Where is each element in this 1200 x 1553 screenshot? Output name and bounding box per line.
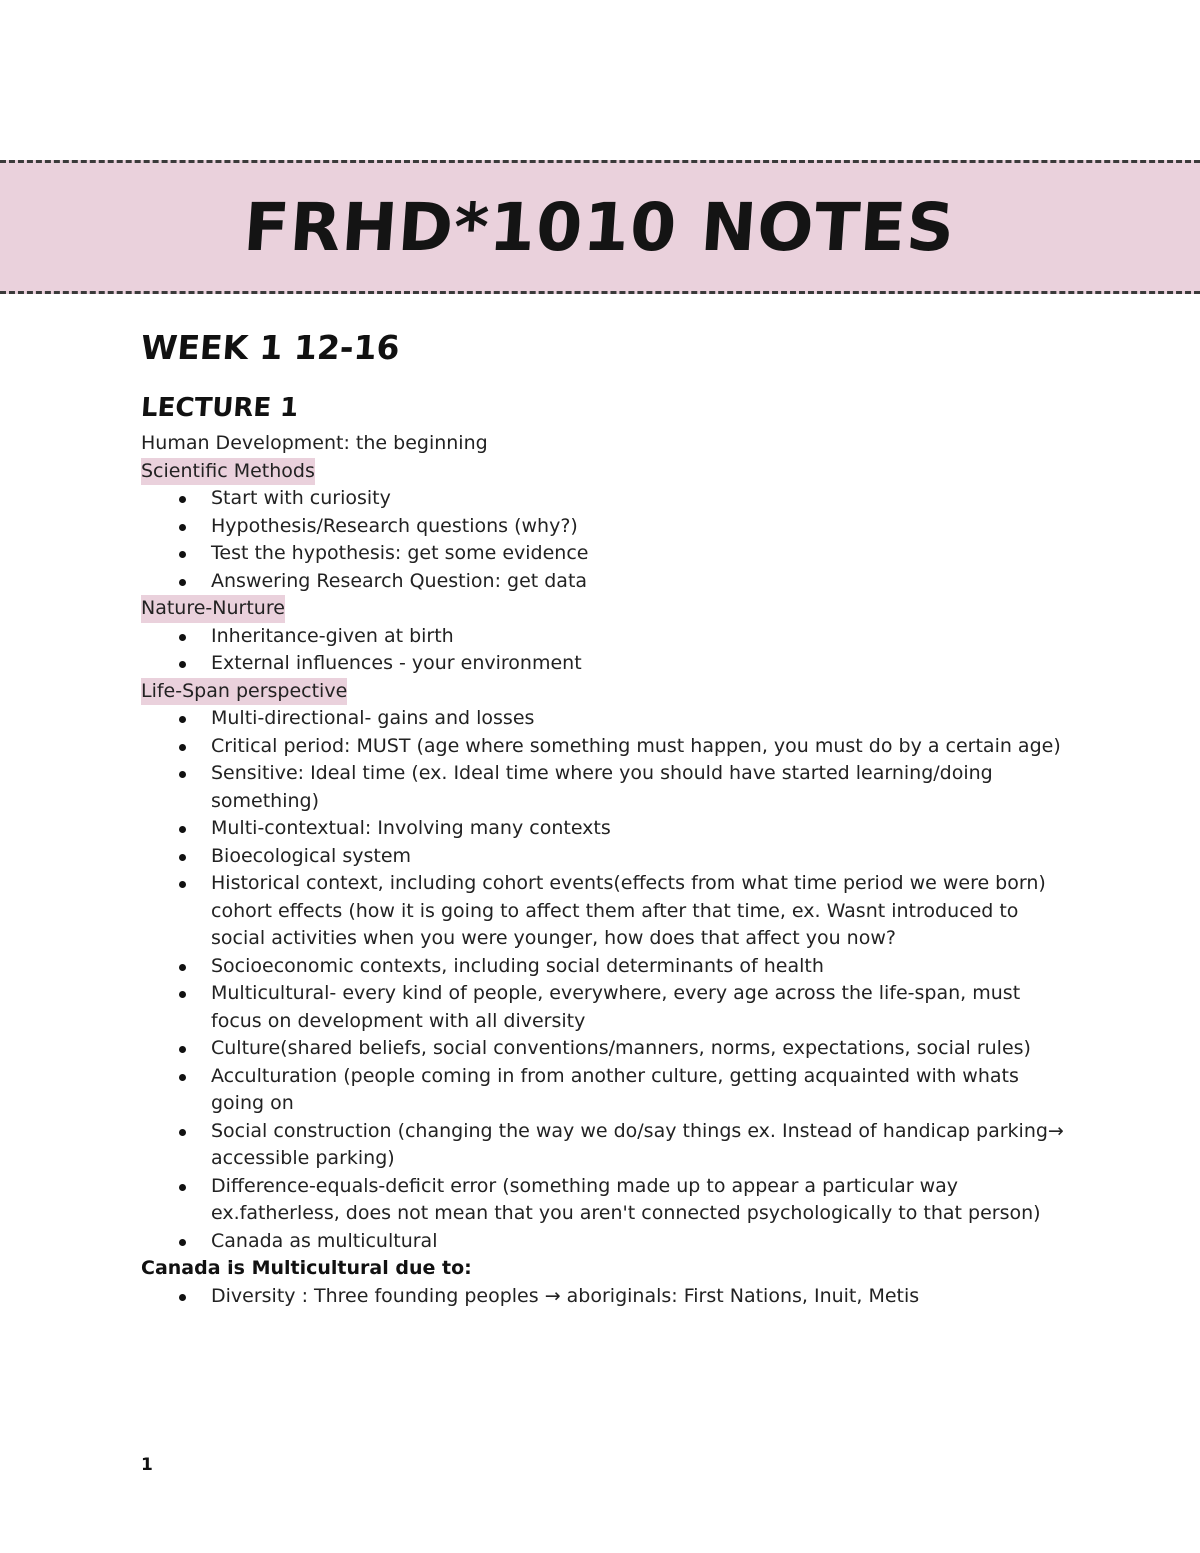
bullet-list: [141, 1283, 1071, 1311]
lecture-heading: LECTURE 1: [139, 393, 300, 423]
bullet-icon: [179, 634, 186, 641]
section-nature-nurture: [141, 595, 1071, 678]
bullet-icon: [179, 1184, 186, 1191]
list-item: Acculturation (people coming in from another culture, getting acquainted with whats going on: [141, 1063, 1071, 1118]
bullet-icon: [179, 551, 186, 558]
bullet-icon: [179, 826, 186, 833]
bullet-icon: [179, 1239, 186, 1246]
list-item: Critical period: MUST (age where something must happen, you must do by a certain age): [141, 733, 1071, 761]
section-heading: Life-Span perspective: [141, 678, 347, 706]
list-item: External influences - your environment: [141, 650, 1071, 678]
bullet-icon: [179, 964, 186, 971]
list-item: Sensitive: Ideal time (ex. Ideal time where you should have started learning/doing something): [141, 760, 1071, 815]
list-item: Multi-directional- gains and losses: [141, 705, 1071, 733]
list-item: Inheritance-given at birth: [141, 623, 1071, 651]
section-scientific-methods: [141, 458, 1071, 596]
bullet-list: [141, 705, 1071, 1255]
list-item: Diversity : Three founding peoples → aboriginals: First Nations, Inuit, Metis: [141, 1283, 1071, 1311]
bullet-icon: [179, 661, 186, 668]
page-number: 1: [141, 1455, 153, 1475]
list-item: Test the hypothesis: get some evidence: [141, 540, 1071, 568]
section-heading: Scientific Methods: [141, 458, 315, 486]
bullet-icon: [179, 1046, 186, 1053]
list-item: Difference-equals-deficit error (something made up to appear a particular way ex.fatherless, does not mean that you aren't connected psychologically to that person): [141, 1173, 1071, 1228]
section-life-span-perspective: [141, 678, 1071, 1256]
title-banner: [0, 160, 1200, 294]
bullet-icon: [179, 854, 186, 861]
intro-line: Human Development: the beginning: [141, 432, 488, 454]
list-item: Culture(shared beliefs, social conventions/manners, norms, expectations, social rules): [141, 1035, 1071, 1063]
list-item: Historical context, including cohort events(effects from what time period we were born) cohort effects (how it is going to affect them after that time, ex. Wasnt introduced to social activities when you were younger, how does that affect you now?: [141, 870, 1071, 953]
bullet-icon: [179, 991, 186, 998]
list-item: Multi-contextual: Involving many contexts: [141, 815, 1071, 843]
section-heading-bold: Canada is Multicultural due to:: [141, 1257, 472, 1279]
list-item: Social construction (changing the way we do/say things ex. Instead of handicap parking→ accessible parking): [141, 1118, 1071, 1173]
bullet-icon: [179, 716, 186, 723]
list-item: Canada as multicultural: [141, 1228, 1071, 1256]
bullet-icon: [179, 744, 186, 751]
list-item: Socioeconomic contexts, including social determinants of health: [141, 953, 1071, 981]
bullet-icon: [179, 579, 186, 586]
list-item: Multicultural- every kind of people, everywhere, every age across the life-span, must focus on development with all diversity: [141, 980, 1071, 1035]
bullet-icon: [179, 771, 186, 778]
bullet-icon: [179, 1294, 186, 1301]
section-heading: Nature-Nurture: [141, 595, 285, 623]
document-title: FRHD*1010 NOTES: [241, 188, 959, 266]
notes-content: [141, 322, 1071, 1310]
bullet-icon: [179, 524, 186, 531]
section-canada-multicultural: [141, 1255, 1071, 1310]
bullet-icon: [179, 1074, 186, 1081]
bullet-icon: [179, 1129, 186, 1136]
week-heading: WEEK 1 12-16: [139, 328, 401, 367]
bullet-icon: [179, 881, 186, 888]
list-item: Answering Research Question: get data: [141, 568, 1071, 596]
bullet-list: [141, 623, 1071, 678]
bullet-icon: [179, 496, 186, 503]
list-item: Start with curiosity: [141, 485, 1071, 513]
bullet-list: [141, 485, 1071, 595]
list-item: Hypothesis/Research questions (why?): [141, 513, 1071, 541]
list-item: Bioecological system: [141, 843, 1071, 871]
